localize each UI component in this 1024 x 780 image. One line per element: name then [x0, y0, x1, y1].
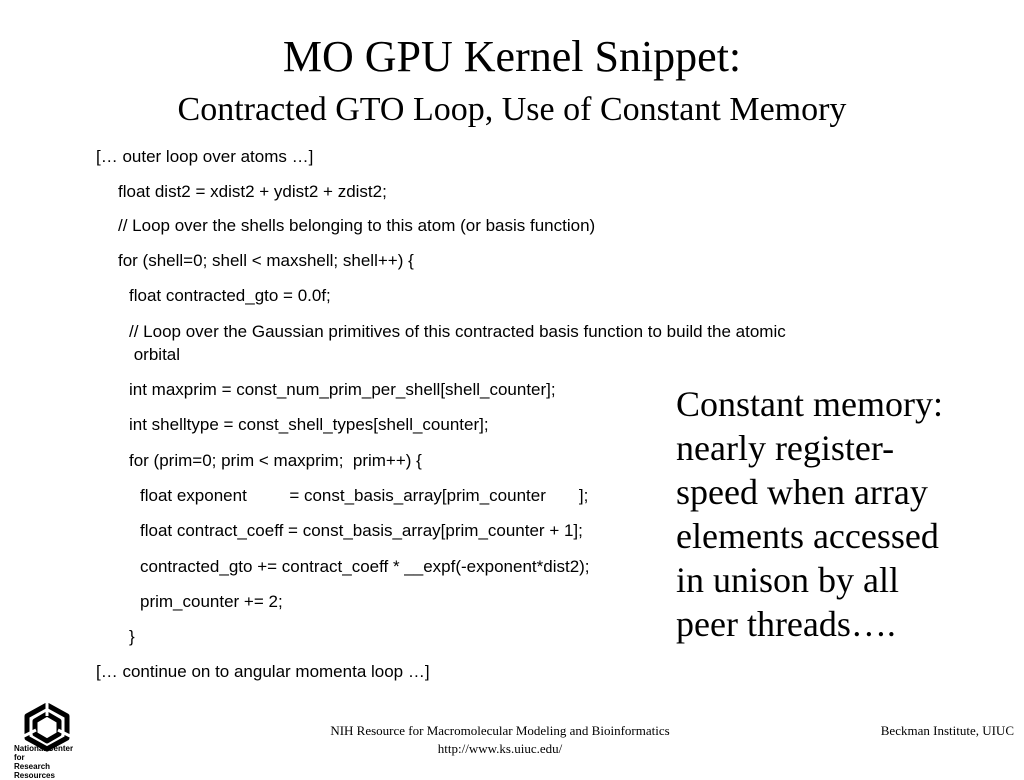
code-line: prim_counter += 2; — [140, 592, 283, 611]
code-line: contracted_gto += contract_coeff * __expf(-exponent*dist2); — [140, 557, 590, 576]
code-line: int shelltype = const_shell_types[shell_counter]; — [129, 415, 489, 434]
logo-caption-line: National Center for — [14, 744, 74, 762]
code-line: // Loop over the shells belonging to this atom (or basis function) — [118, 216, 596, 235]
note-line: peer threads…. — [676, 604, 896, 644]
code-line: // Loop over the Gaussian primitives of this contracted basis function to build the atomic — [129, 322, 786, 341]
note-line: in unison by all — [676, 560, 899, 600]
code-line: float exponent = const_basis_array[prim_counter ]; — [140, 486, 589, 505]
code-line: float contract_coeff = const_basis_array[prim_counter + 1]; — [140, 521, 583, 540]
footer-center — [250, 722, 750, 758]
footer-institute: Beckman Institute, UIUC — [880, 723, 1014, 738]
code-line: for (shell=0; shell < maxshell; shell++) { — [118, 251, 414, 270]
slide-title: MO GPU Kernel Snippet: — [282, 32, 742, 81]
slide-subtitle: Contracted GTO Loop, Use of Constant Memory — [177, 91, 847, 128]
note-line: speed when array — [676, 472, 928, 512]
note-line: elements accessed — [676, 516, 939, 556]
code-line: [… continue on to angular momenta loop …] — [96, 662, 430, 681]
constant-memory-note — [676, 382, 996, 646]
logo-caption — [14, 744, 84, 780]
code-line: int maxprim = const_num_prim_per_shell[shell_counter]; — [129, 380, 556, 399]
code-line: for (prim=0; prim < maxprim; prim++) { — [129, 451, 422, 470]
code-line: float dist2 = xdist2 + ydist2 + zdist2; — [118, 182, 387, 201]
note-line: Constant memory: — [676, 384, 943, 424]
code-line: } — [129, 627, 135, 646]
footer-url[interactable]: http://www.ks.uiuc.edu/ — [437, 741, 563, 756]
code-line: orbital — [129, 345, 181, 364]
code-line: float contracted_gto = 0.0f; — [129, 286, 331, 305]
note-line: nearly register- — [676, 428, 895, 468]
footer-resource: NIH Resource for Macromolecular Modeling and Bioinformatics — [330, 723, 670, 738]
logo-caption-line: Research Resources — [14, 762, 55, 780]
code-line: [… outer loop over atoms …] — [96, 147, 314, 166]
